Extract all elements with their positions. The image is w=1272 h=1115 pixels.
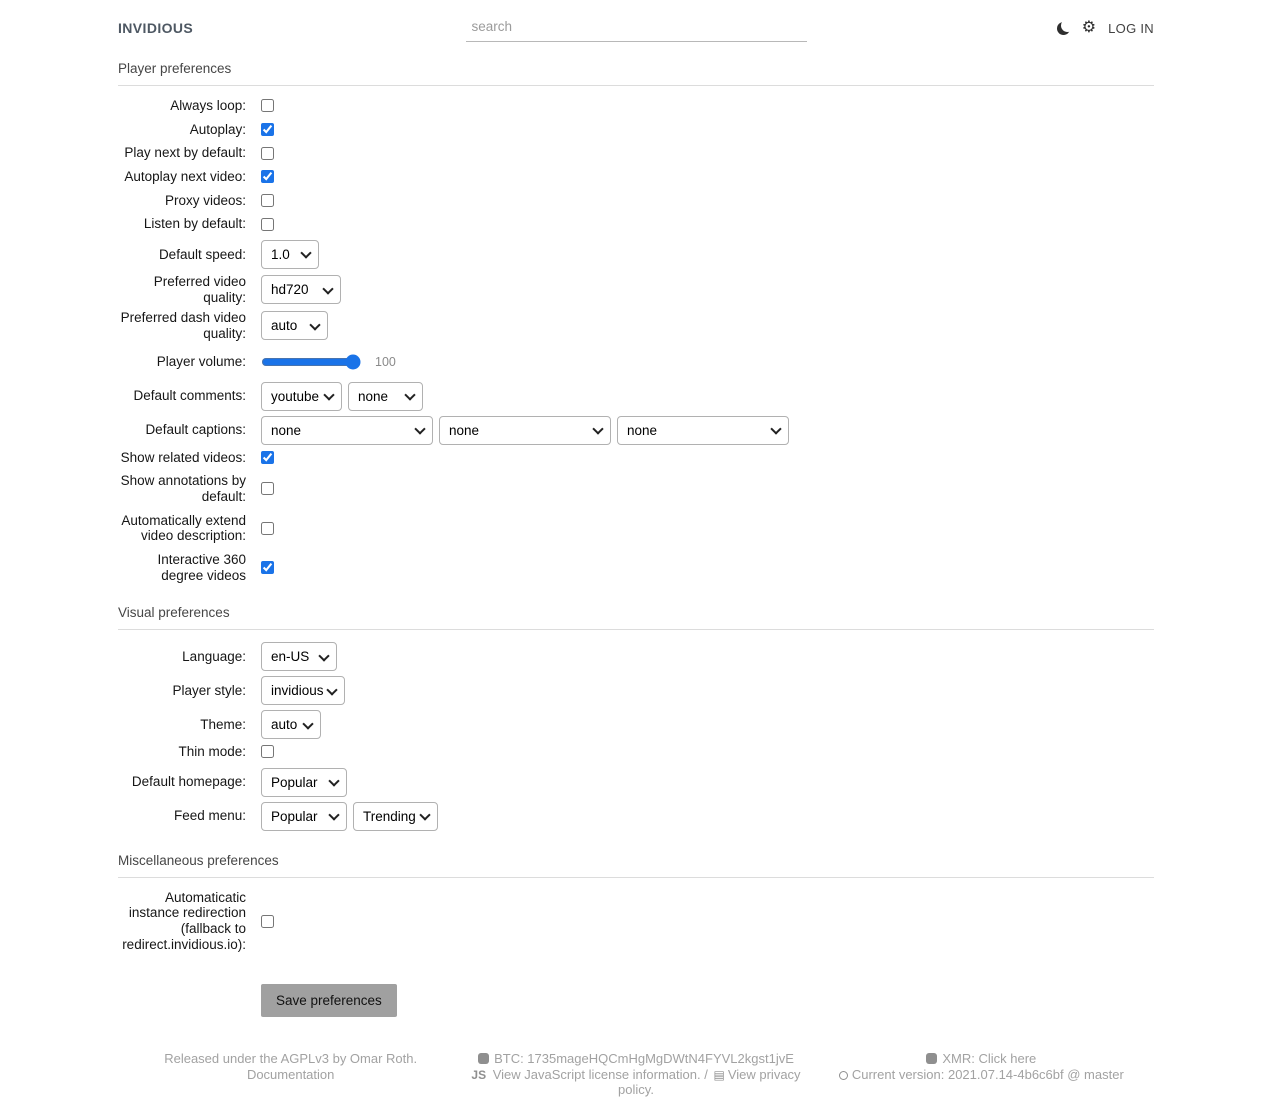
feed-menu-first-select[interactable]	[261, 802, 347, 831]
language-select[interactable]	[261, 642, 337, 671]
top-nav	[118, 0, 1154, 42]
pref-row-feed-menu	[118, 802, 1154, 831]
default-speed-select[interactable]	[261, 240, 319, 269]
dash-quality-select-wrap	[261, 311, 328, 340]
annotations-checkbox[interactable]	[261, 482, 274, 495]
page-container	[118, 0, 1154, 1115]
player-style-select[interactable]	[261, 676, 345, 705]
captions-third-select[interactable]	[617, 416, 789, 445]
feed-menu-second-select-wrap	[353, 802, 438, 831]
footer	[118, 1051, 1154, 1115]
file-icon: ▤	[713, 1067, 725, 1082]
pref-row-player-style	[118, 676, 1154, 705]
license-text: Released under the AGPLv3 by Omar Roth.	[164, 1051, 418, 1067]
pref-row-annotations	[118, 473, 1154, 504]
pref-label: Always loop:	[170, 98, 246, 113]
section-title-visual: Visual preferences	[118, 605, 1154, 630]
footer-left	[118, 1051, 463, 1097]
listen-default-checkbox[interactable]	[261, 218, 274, 231]
homepage-select[interactable]	[261, 768, 347, 797]
player-style-select-wrap	[261, 676, 345, 705]
video-quality-select-wrap	[261, 275, 341, 304]
pref-label: Theme:	[200, 716, 246, 732]
monero-icon	[926, 1053, 937, 1064]
nav-actions	[807, 20, 1155, 36]
pref-row-extend-desc	[118, 513, 1154, 544]
pref-label: Language:	[182, 648, 246, 664]
theme-select[interactable]	[261, 710, 321, 739]
footer-middle	[463, 1051, 808, 1097]
extend-description-checkbox[interactable]	[261, 522, 274, 535]
version-label: Current version:	[851, 1066, 945, 1082]
pref-row-volume	[118, 347, 1154, 377]
privacy-policy-link[interactable]: View privacy policy.	[618, 1066, 801, 1098]
pref-row-comments	[118, 382, 1154, 411]
volume-value: 100	[375, 354, 396, 369]
pref-row-related	[118, 450, 1154, 466]
footer-separator: /	[704, 1066, 708, 1082]
captions-first-select[interactable]	[261, 416, 433, 445]
xmr-click-here-link[interactable]: Click here	[978, 1051, 1037, 1067]
pref-row-theme	[118, 710, 1154, 739]
default-speed-select-wrap	[261, 240, 319, 269]
feed-menu-second-select[interactable]	[353, 802, 438, 831]
play-next-checkbox[interactable]	[261, 147, 274, 160]
thin-mode-checkbox[interactable]	[261, 745, 274, 758]
pref-row-thin-mode	[118, 744, 1154, 760]
pref-label: Proxy videos:	[164, 192, 246, 208]
pref-label: Automatically extend video description:	[121, 512, 246, 544]
pref-row-always-loop	[118, 98, 1154, 114]
section-title-player: Player preferences	[118, 61, 1154, 86]
vr360-checkbox[interactable]	[261, 561, 274, 574]
js-license-link[interactable]: View JavaScript license information.	[492, 1066, 701, 1082]
pref-row-default-speed	[118, 240, 1154, 269]
pref-label: Default captions:	[145, 422, 246, 438]
pref-label: Preferred dash video quality:	[120, 310, 246, 341]
documentation-link[interactable]: Documentation	[246, 1066, 335, 1082]
pref-label: Player volume:	[156, 353, 246, 369]
pref-label: Player style:	[172, 682, 246, 698]
save-preferences-button[interactable]: Save preferences	[261, 984, 397, 1017]
github-icon	[839, 1071, 848, 1080]
captions-first-select-wrap	[261, 416, 433, 445]
pref-row-proxy-videos	[118, 193, 1154, 209]
bitcoin-icon	[478, 1053, 489, 1064]
comments-first-select-wrap	[261, 382, 342, 411]
pref-row-play-next	[118, 145, 1154, 161]
pref-row-captions	[118, 416, 1154, 445]
related-videos-checkbox[interactable]	[261, 451, 274, 464]
autoplay-next-checkbox[interactable]	[261, 170, 274, 183]
javascript-icon: JS	[471, 1067, 487, 1082]
login-link[interactable]: LOG IN	[1108, 20, 1154, 36]
comments-first-select[interactable]	[261, 382, 342, 411]
instance-redirect-checkbox[interactable]	[261, 915, 274, 928]
dash-quality-select[interactable]	[261, 311, 328, 340]
pref-label: Default comments:	[133, 388, 246, 404]
pref-label: Show annotations by default:	[120, 473, 246, 504]
pref-label: Show related videos:	[120, 449, 246, 465]
always-loop-checkbox[interactable]	[261, 99, 274, 112]
brand-area	[118, 20, 466, 36]
pref-label: Autoplay next video:	[124, 168, 246, 184]
footer-right	[809, 1051, 1154, 1097]
feed-menu-first-select-wrap	[261, 802, 347, 831]
pref-label: Autoplay:	[189, 121, 246, 137]
pref-label: Feed menu:	[173, 808, 246, 824]
pref-label: Automaticatic instance redirection (fallback to redirect.invidious.io):	[122, 889, 246, 952]
dark-mode-moon-icon[interactable]	[1057, 22, 1070, 35]
brand-logo[interactable]: INVIDIOUS	[118, 20, 194, 36]
search-input[interactable]	[466, 14, 807, 42]
homepage-select-wrap	[261, 768, 347, 797]
comments-second-select[interactable]	[348, 382, 423, 411]
pref-row-homepage	[118, 768, 1154, 797]
pref-label: Thin mode:	[178, 744, 246, 760]
captions-second-select[interactable]	[439, 416, 611, 445]
pref-row-autoplay-next	[118, 169, 1154, 185]
pref-row-language	[118, 642, 1154, 671]
video-quality-select[interactable]	[261, 275, 341, 304]
captions-second-select-wrap	[439, 416, 611, 445]
pref-label: Default homepage:	[131, 774, 246, 790]
section-title-misc: Miscellaneous preferences	[118, 853, 1154, 878]
pref-row-autoplay	[118, 122, 1154, 138]
pref-row-dash-quality	[118, 310, 1154, 341]
btc-address-text: BTC: 1735mageHQCmHgMgDWtN4FYVL2kgst1jvE	[494, 1051, 794, 1067]
captions-third-select-wrap	[617, 416, 789, 445]
preferences-gear-icon[interactable]: ⚙	[1081, 19, 1097, 36]
theme-select-wrap	[261, 710, 321, 739]
pref-row-vr360	[118, 552, 1154, 583]
xmr-label: XMR:	[942, 1051, 975, 1067]
volume-slider[interactable]	[261, 355, 361, 369]
search-area	[466, 14, 807, 42]
version-value: 2021.07.14-4b6c6bf @ master	[947, 1066, 1124, 1082]
comments-second-select-wrap	[348, 382, 423, 411]
pref-label: Default speed:	[158, 246, 246, 262]
pref-label: Listen by default:	[143, 216, 246, 232]
pref-label: Play next by default:	[124, 145, 246, 161]
language-select-wrap	[261, 642, 337, 671]
pref-row-instance-redirect	[118, 890, 1154, 953]
pref-row-listen-default	[118, 216, 1154, 232]
pref-label: Preferred video quality:	[153, 273, 246, 305]
pref-row-video-quality	[118, 274, 1154, 305]
proxy-videos-checkbox[interactable]	[261, 194, 274, 207]
pref-label: Interactive 360 degree videos	[157, 551, 246, 583]
autoplay-checkbox[interactable]	[261, 123, 274, 136]
